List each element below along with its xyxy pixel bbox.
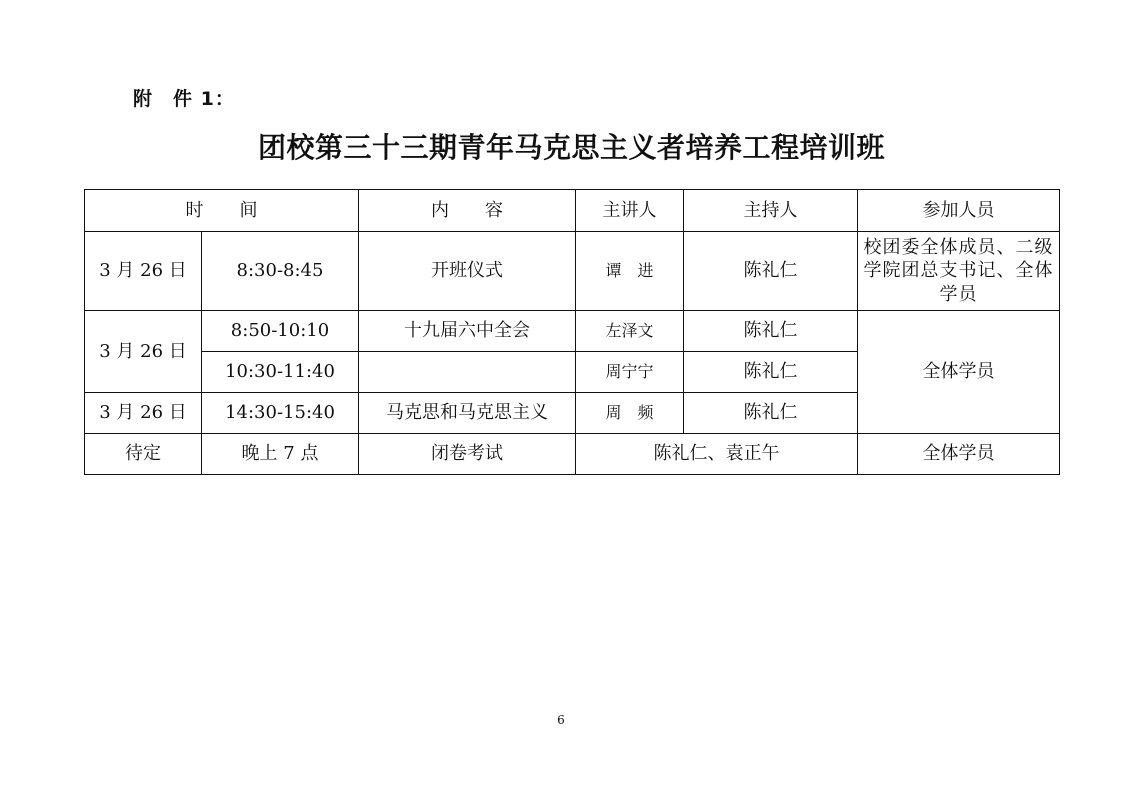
time-cell: 8:50-10:10: [202, 311, 359, 352]
table-row: [85, 311, 1060, 352]
content-cell: 十九届六中全会: [359, 311, 576, 352]
attachment-label: 附 件 1：: [133, 88, 235, 110]
host-cell: 陈礼仁: [684, 311, 858, 352]
participants-cell: 全体学员: [858, 311, 1060, 434]
participants-cell: 校团委全体成员、二级学院团总支书记、全体学员: [858, 232, 1060, 311]
header-time: 时 间: [85, 190, 359, 232]
time-cell: 14:30-15:40: [202, 393, 359, 434]
content-cell: 闭卷考试: [359, 434, 576, 475]
header-content: 内 容: [359, 190, 576, 232]
host-cell: 陈礼仁: [684, 352, 858, 393]
time-cell: 晚上 7 点: [202, 434, 359, 475]
table-row: [85, 232, 1060, 311]
content-cell: [359, 352, 576, 393]
date-cell: 3 月 26 日: [85, 393, 202, 434]
date-cell: 3 月 26 日: [85, 232, 202, 311]
speaker-cell: 周 频: [576, 393, 684, 434]
host-cell: 陈礼仁: [684, 393, 858, 434]
header-host: 主持人: [684, 190, 858, 232]
speaker-host-cell: 陈礼仁、袁正午: [576, 434, 858, 475]
header-speaker: 主讲人: [576, 190, 684, 232]
time-cell: 8:30-8:45: [202, 232, 359, 311]
header-participants: 参加人员: [858, 190, 1060, 232]
participants-cell: 全体学员: [858, 434, 1060, 475]
date-cell: 待定: [85, 434, 202, 475]
time-cell: 10:30-11:40: [202, 352, 359, 393]
table-row: [85, 434, 1060, 475]
training-schedule-table: [84, 189, 1060, 475]
date-cell: 3 月 26 日: [85, 311, 202, 393]
page-number: 6: [557, 713, 565, 727]
document-title: 团校第三十三期青年马克思主义者培养工程培训班: [257, 131, 885, 164]
content-cell: 开班仪式: [359, 232, 576, 311]
content-cell: 马克思和马克思主义: [359, 393, 576, 434]
speaker-cell: 左泽文: [576, 311, 684, 352]
speaker-cell: 谭 进: [576, 232, 684, 311]
host-cell: 陈礼仁: [684, 232, 858, 311]
speaker-cell: 周宁宁: [576, 352, 684, 393]
table-header-row: [85, 190, 1060, 232]
